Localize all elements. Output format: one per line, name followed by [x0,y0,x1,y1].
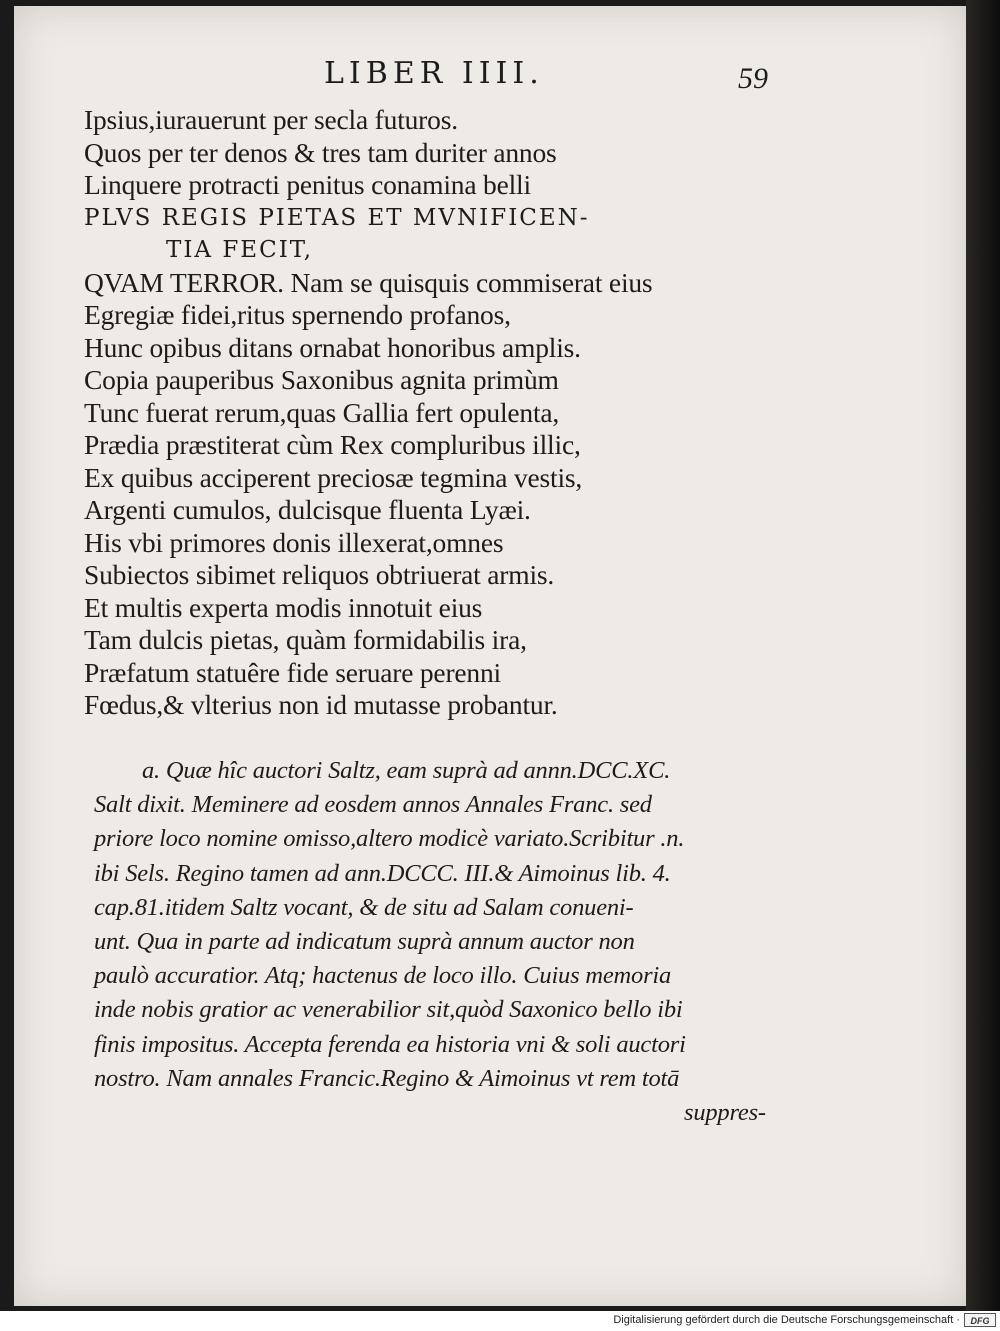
note-line: inde nobis gratior ac venerabilior sit,quòd Saxonico bello ibi [94,996,683,1024]
running-head: LIBER IIII. [324,56,544,91]
note-line: Salt dixit. Meminere ad eosdem annos Annales Franc. sed [94,791,652,819]
verse-line: Ex quibus acciperent preciosæ tegmina vestis, [84,461,583,493]
verse-line: Præfatum statuêre fide seruare perenni [84,656,501,688]
note-line: unt. Qua in parte ad indicatum suprà annum auctor non [94,927,635,955]
book-page [14,6,966,1306]
verse-line: Prædia præstiterat cùm Rex compluribus illic, [84,429,581,460]
verse-line: Tam dulcis pietas, quàm formidabilis ira, [84,624,527,655]
verse-line: Egregiæ fidei,ritus spernendo profanos, [84,299,511,330]
note-line: cap.81.itidem Saltz vocant, & de situ ad Salam conueni- [94,893,634,921]
funding-credit: Digitalisierung gefördert durch die Deutsche Forschungsgemeinschaft · [613,1314,960,1326]
verse-line: Subiectos sibimet reliquos obtriuerat armis. [84,559,555,590]
verse-line: Tunc fuerat rerum,quas Gallia fert opulenta, [84,396,560,428]
verse-line: Et multis experta modis innotuit eius [84,591,483,623]
verse-line: Ipsius,iurauerunt per secla futuros. [84,104,458,135]
verse-line: Fœdus,& vlterius non id mutasse probantur. [84,689,558,720]
verse-line: Quos per ter denos & tres tam duriter annos [84,136,557,168]
note-line: a. Quæ hîc auctori Saltz, eam suprà ad annn.DCC.XC. [142,757,671,784]
verse-line: Linquere protracti penitus conamina belli [84,169,531,200]
catchword: suppres- [684,1098,766,1126]
note-line: ibi Sels. Regino tamen ad ann.DCCC. III.& Aimoinus lib. 4. [94,859,671,887]
verse-block [84,104,804,722]
dfg-logo-icon: DFG [964,1313,996,1327]
verse-line: QVAM TERROR. Nam se quisquis commiserat eius [84,266,653,298]
verse-heading-line: PLVS REGIS PIETAS ET MVNIFICEN- [84,204,590,231]
note-line: priore loco nomine omisso,altero modicè variato.Scribitur .n. [94,825,685,853]
note-line: paulò accuratior. Atq; hactenus de loco illo. Cuius memoria [94,962,672,990]
verse-line: Argenti cumulos, dulcisque fluenta Lyæi. [84,494,531,525]
verse-line: Copia pauperibus Saxonibus agnita primùm [84,364,559,395]
note-line: nostro. Nam annales Francic.Regino & Aimoinus vt rem totā [94,1064,680,1092]
verse-line: His vbi primores donis illexerat,omnes [84,526,504,558]
book-gutter-edge [966,0,1000,1311]
note-line: finis impositus. Accepta ferenda ea historia vni & soli auctori [94,1030,686,1058]
verse-line: Hunc opibus ditans ornabat honoribus amplis. [84,331,581,363]
page-number: 59 [738,62,768,95]
footer-bar [0,1311,1000,1331]
verse-heading-line: TIA FECIT, [166,237,314,263]
commentary-notes [94,754,794,1130]
